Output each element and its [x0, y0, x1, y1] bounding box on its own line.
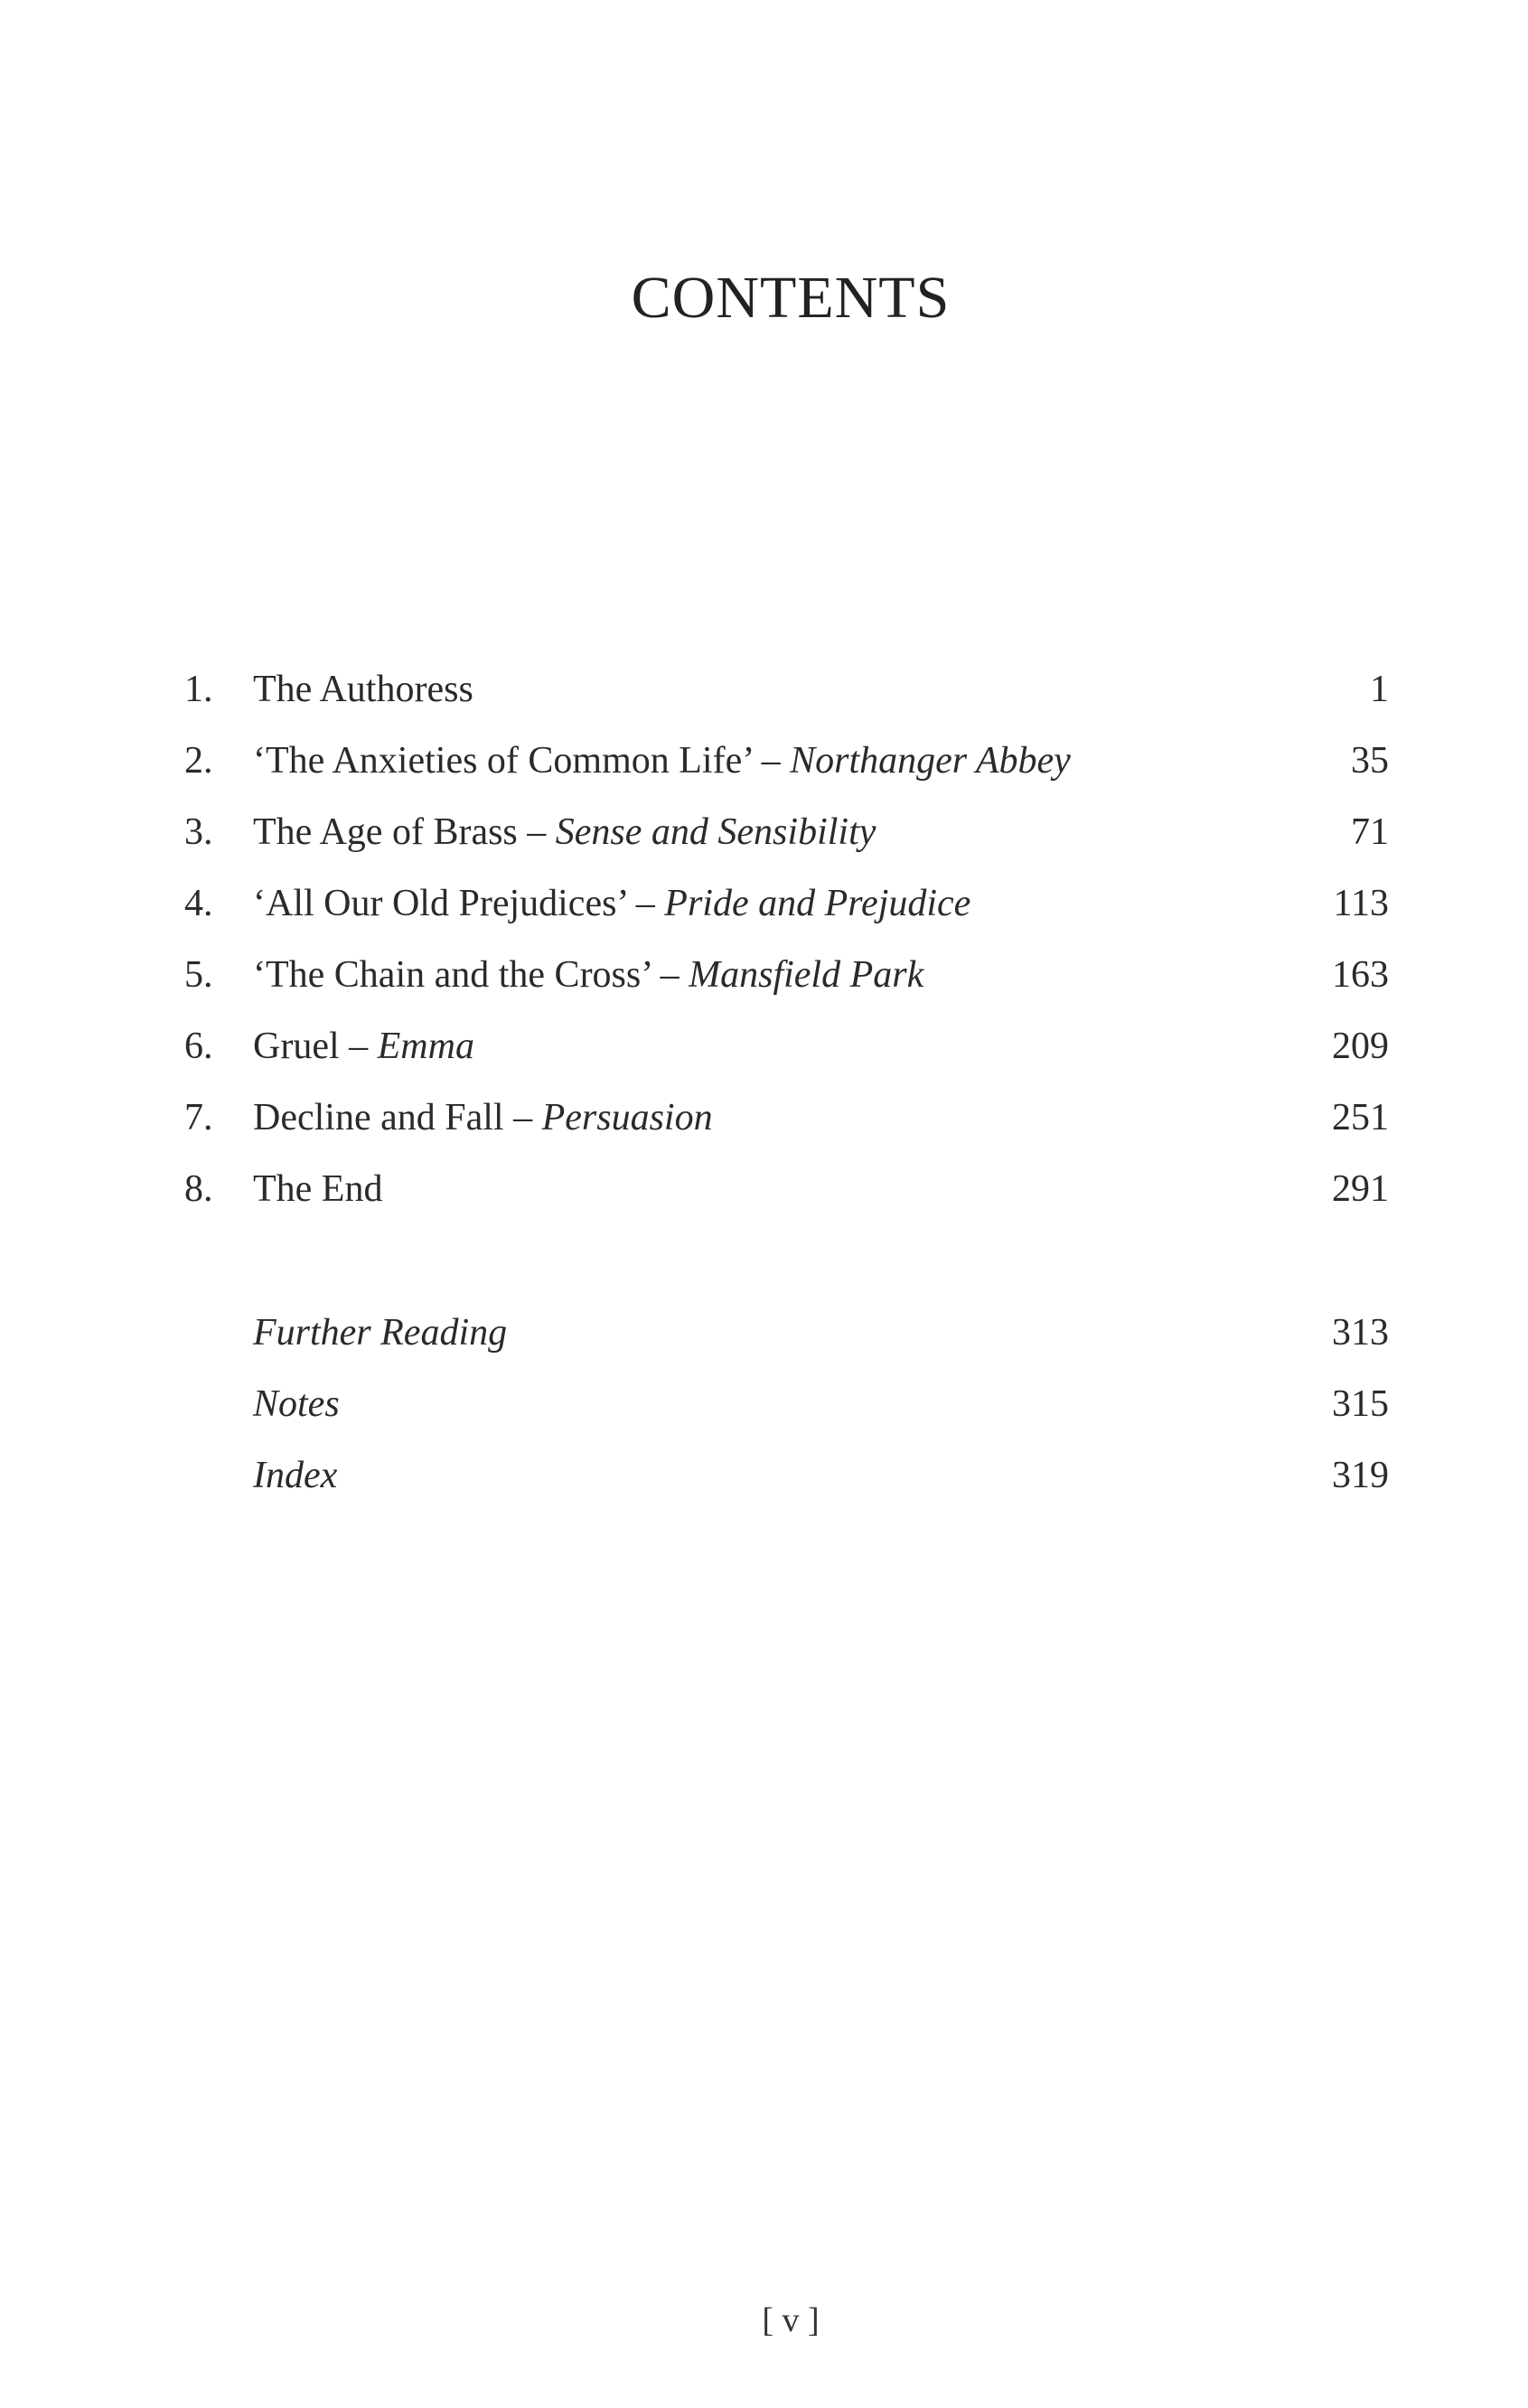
toc-entry-notes[interactable]: [0, 1377, 1528, 1431]
toc-entry-3[interactable]: [0, 805, 1528, 859]
chapter-number: 5.: [184, 954, 213, 996]
chapter-page-number: 71: [1351, 811, 1389, 853]
chapter-subtitle: Pride and Prejudice: [664, 883, 971, 924]
chapter-number: 4.: [184, 883, 213, 924]
chapter-title: [253, 805, 876, 859]
backmatter-title: Further Reading: [253, 1312, 508, 1354]
chapter-page-number: 291: [1332, 1168, 1389, 1210]
toc-entry-index[interactable]: [0, 1448, 1528, 1503]
chapter-separator: –: [517, 811, 556, 853]
backmatter-title: Index: [253, 1455, 338, 1496]
toc-entry-8[interactable]: [0, 1162, 1528, 1216]
chapter-title: [253, 1091, 713, 1145]
chapter-number: 3.: [184, 811, 213, 853]
chapter-page-number: 163: [1332, 954, 1389, 996]
backmatter-page-number: 319: [1332, 1455, 1389, 1496]
chapter-subtitle: Persuasion: [541, 1097, 713, 1138]
chapter-subtitle: Mansfield Park: [689, 954, 924, 996]
chapter-subtitle: Sense and Sensibility: [555, 811, 876, 853]
backmatter-page-number: 313: [1332, 1312, 1389, 1354]
chapter-separator: –: [339, 1026, 378, 1067]
chapter-main-title: The End: [253, 1168, 383, 1210]
chapter-title: [253, 876, 970, 931]
chapter-main-title: The Authoress: [253, 669, 473, 710]
chapter-page-number: 1: [1370, 669, 1389, 710]
chapter-main-title: ‘The Chain and the Cross’: [253, 954, 652, 996]
chapter-page-number: 113: [1333, 883, 1389, 924]
chapter-subtitle: Northanger Abbey: [790, 740, 1071, 782]
toc-entry-1[interactable]: [0, 662, 1528, 717]
toc-entry-7[interactable]: [0, 1091, 1528, 1145]
chapter-title: [253, 1019, 474, 1073]
chapter-number: 8.: [184, 1168, 213, 1210]
toc-entry-5[interactable]: [0, 948, 1528, 1002]
chapter-main-title: ‘All Our Old Prejudices’: [253, 883, 627, 924]
chapter-separator: –: [752, 740, 791, 782]
chapter-main-title: ‘The Anxieties of Common Life’: [253, 740, 753, 782]
chapter-page-number: 35: [1351, 740, 1389, 782]
chapter-title: [253, 1162, 382, 1216]
chapter-number: 1.: [184, 669, 213, 710]
chapter-page-number: 251: [1332, 1097, 1389, 1138]
chapter-title: [253, 948, 923, 1002]
chapter-subtitle: Emma: [377, 1026, 474, 1067]
toc-entry-4[interactable]: [0, 876, 1528, 931]
chapter-separator: –: [626, 883, 665, 924]
backmatter-title: Notes: [253, 1383, 340, 1425]
toc-entry-further-reading[interactable]: [0, 1306, 1528, 1360]
toc-entry-6[interactable]: [0, 1019, 1528, 1073]
chapter-main-title: The Age of Brass: [253, 811, 518, 853]
chapter-number: 2.: [184, 740, 213, 782]
page-folio: [ v ]: [762, 2301, 820, 2339]
backmatter-page-number: 315: [1332, 1383, 1389, 1425]
page-title: CONTENTS: [631, 265, 951, 331]
chapter-number: 6.: [184, 1026, 213, 1067]
chapter-title: [253, 734, 1071, 788]
chapter-title: [253, 662, 473, 717]
chapter-page-number: 209: [1332, 1026, 1389, 1067]
chapter-main-title: Decline and Fall: [253, 1097, 504, 1138]
chapter-main-title: Gruel: [253, 1026, 340, 1067]
chapter-separator: –: [651, 954, 689, 996]
chapter-separator: –: [503, 1097, 542, 1138]
toc-entry-2[interactable]: [0, 734, 1528, 788]
chapter-number: 7.: [184, 1097, 213, 1138]
